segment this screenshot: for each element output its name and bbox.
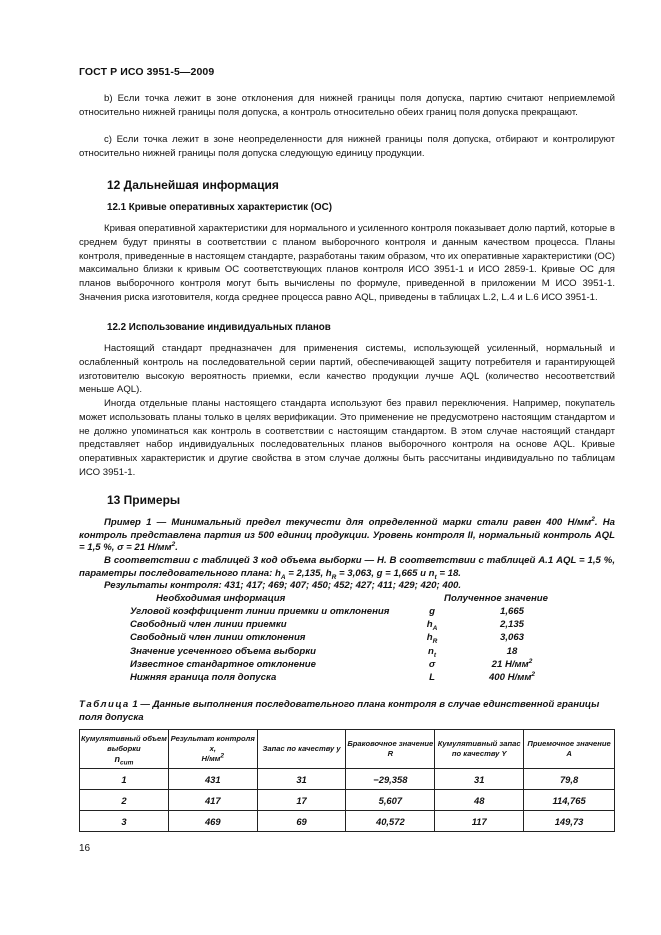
- col-header-cumulative-sample: Кумулятивный объем выборки $n_{cum}$: [80, 730, 169, 769]
- page-number: 16: [79, 843, 91, 854]
- table-header-row: [80, 730, 615, 769]
- required-info-symbol: L: [429, 672, 435, 683]
- section-12-1-title: 12.1 Кривые оперативных характеристик (ОС): [107, 202, 333, 213]
- table-1: [79, 729, 615, 832]
- table-cell: 2: [80, 790, 169, 811]
- document-header: ГОСТ Р ИСО 3951-5—2009: [79, 66, 215, 78]
- obtained-value-header: Полученное значение: [444, 593, 548, 604]
- col-header-cumulative-margin: Кумулятивный запас по качеству Y: [435, 730, 524, 769]
- table-cell: 114,765: [524, 790, 615, 811]
- table-cell: 79,8: [524, 769, 615, 790]
- section-12-1-text: Кривая оперативной характеристики для нормального и усиленного контроля показывает долю партий, которые в среднем будут приняты в соответствии с планом выборочного контроля и данным качеством процесса. Планы контроля, приведенные в настоящем стандарте, разработаны таким образом, что их оперативные характеристики (ОС) максимально близки к кривым ОС соответствующих планов контроля ИСО 3951-1 и ИСО 2859-1. Кривые ОС для планов выборочного контроля могут быть вычислены по формуле, приведенной в приложении М ИСО 3951-1. Значения риска изготовителя, когда среднее процесса равно AQL, приведены в таблицах L.2, L.4 и L.6 ИСО 3951-1.: [79, 223, 615, 303]
- required-info-label: Значение усеченного объема выборки: [130, 645, 316, 657]
- table-1-caption: Таблица 1 — Данные выполнения последовательного плана контроля в случае единственной границы поля допуска: [79, 699, 600, 723]
- required-info-label: Свободный член линии приемки: [130, 619, 287, 631]
- table-cell: −29,358: [346, 769, 435, 790]
- required-info-value: 3,063: [499, 632, 524, 644]
- table-cell: 31: [257, 769, 346, 790]
- required-info-label: Свободный член линии отклонения: [130, 632, 306, 644]
- section-12-2-paragraph-2: Иногда отдельные планы настоящего стандарта используют без правил переключения. Например, покупатель может использовать планы только в целях верификации. Это применение не предусмотрено настоящим стандартом и не должно упоминаться как контроль в соответствии с настоящим стандартом. В этом случае настоящий стандарт представляет набор индивидуальных последовательных планов выборочного контроля на основе AQL. Кривые оперативных характеристик и другие свойства в этом случае должны быть рассчитаны индивидуально по таблицам ИСО 3951-1.: [79, 398, 615, 478]
- table-cell: 117: [435, 811, 524, 832]
- required-info-label: Угловой коэффициент линии приемки и отклонения: [130, 606, 390, 617]
- table-cell: 5,607: [346, 790, 435, 811]
- table-row: [80, 769, 615, 790]
- table-cell: 431: [168, 769, 257, 790]
- table-cell: 417: [168, 790, 257, 811]
- table-cell: 17: [257, 790, 346, 811]
- required-info-value: 18: [506, 645, 518, 657]
- table-cell: 40,572: [346, 811, 435, 832]
- required-info-value: 400 $Н/мм^2$: [488, 670, 536, 683]
- required-info-value: 1,665: [499, 606, 524, 617]
- required-info-header: Необходимая информация: [156, 593, 286, 604]
- table-cell: 1: [80, 769, 169, 790]
- required-info-symbol: $h_R$: [426, 632, 438, 646]
- col-header-margin: Запас по качеству y: [257, 730, 346, 769]
- required-info-symbol: $n_t$: [427, 645, 437, 659]
- table-row: [80, 811, 615, 832]
- table-cell: 69: [257, 811, 346, 832]
- required-info-label: Известное стандартное отклонение: [130, 658, 316, 670]
- example-1-text: Пример 1 — Минимальный предел текучести для определенной марки стали равен 400 $Н/мм^2$. На контроль представлена партия из 500 единиц продукции. Уровень контроля II, нормальный контроль AQL = 1,5 %, σ = 21 $Н/мм^2$.: [79, 515, 615, 554]
- table-cell: 48: [435, 790, 524, 811]
- section-12-title: 12 Дальнейшая информация: [107, 178, 279, 192]
- col-header-acceptance: Приемочное значение A: [524, 730, 615, 769]
- section-12-2-paragraph-1: Настоящий стандарт предназначен для применения системы, использующей усиленный, нормальный и ослабленный контроль на последовательной серии партий, обеспечивающей защиту потребителя и гарантирующей изготовителю высокую вероятность приемки, если качество продукции лучше AQL (количество несоответствий меньше AQL).: [79, 343, 615, 396]
- required-info-label: Нижняя граница поля допуска: [130, 672, 277, 683]
- section-12-2-title: 12.2 Использование индивидуальных планов: [107, 322, 331, 333]
- table-cell: 31: [435, 769, 524, 790]
- paragraph-b: b) Если точка лежит в зоне отклонения для нижней границы поля допуска, партию считают неприемлемой относительно нижней границы поля допуска, а контроль относительно обеих границ поля допуска прекращают.: [79, 93, 615, 118]
- col-header-rejection: Браковочное значение R: [346, 730, 435, 769]
- example-1-results: Результаты контроля: 431; 417; 469; 407; 450; 452; 427; 411; 429; 420; 400.: [104, 580, 462, 591]
- table-cell: 469: [168, 811, 257, 832]
- required-info-value: 2,135: [499, 619, 524, 631]
- section-13-title: 13 Примеры: [107, 493, 181, 507]
- table-row: [80, 790, 615, 811]
- example-1-parameters: В соответствии с таблицей 3 код объема выборки — Н. В соответствии с таблицей А.1 AQL = 1,5 %, параметры последовательного плана: $h_A = 2,135$, $h_R = 3,063$, g = 1,665 и $n_t = 18$.: [79, 555, 615, 581]
- required-info-value: 21 $Н/мм^2$: [491, 657, 533, 670]
- required-info-symbol: g: [429, 606, 435, 617]
- table-cell: 3: [80, 811, 169, 832]
- required-info-symbol: $h_A$: [426, 619, 438, 633]
- required-info-symbol: σ: [428, 658, 436, 670]
- col-header-result: Результат контроля x, $Н/мм^2$: [168, 730, 257, 769]
- paragraph-c: с) Если точка лежит в зоне неопределенности для нижней границы поля допуска, отбирают и контролируют относительно нижней границы поля допуска следующую единицу продукции.: [79, 134, 615, 159]
- table-cell: 149,73: [524, 811, 615, 832]
